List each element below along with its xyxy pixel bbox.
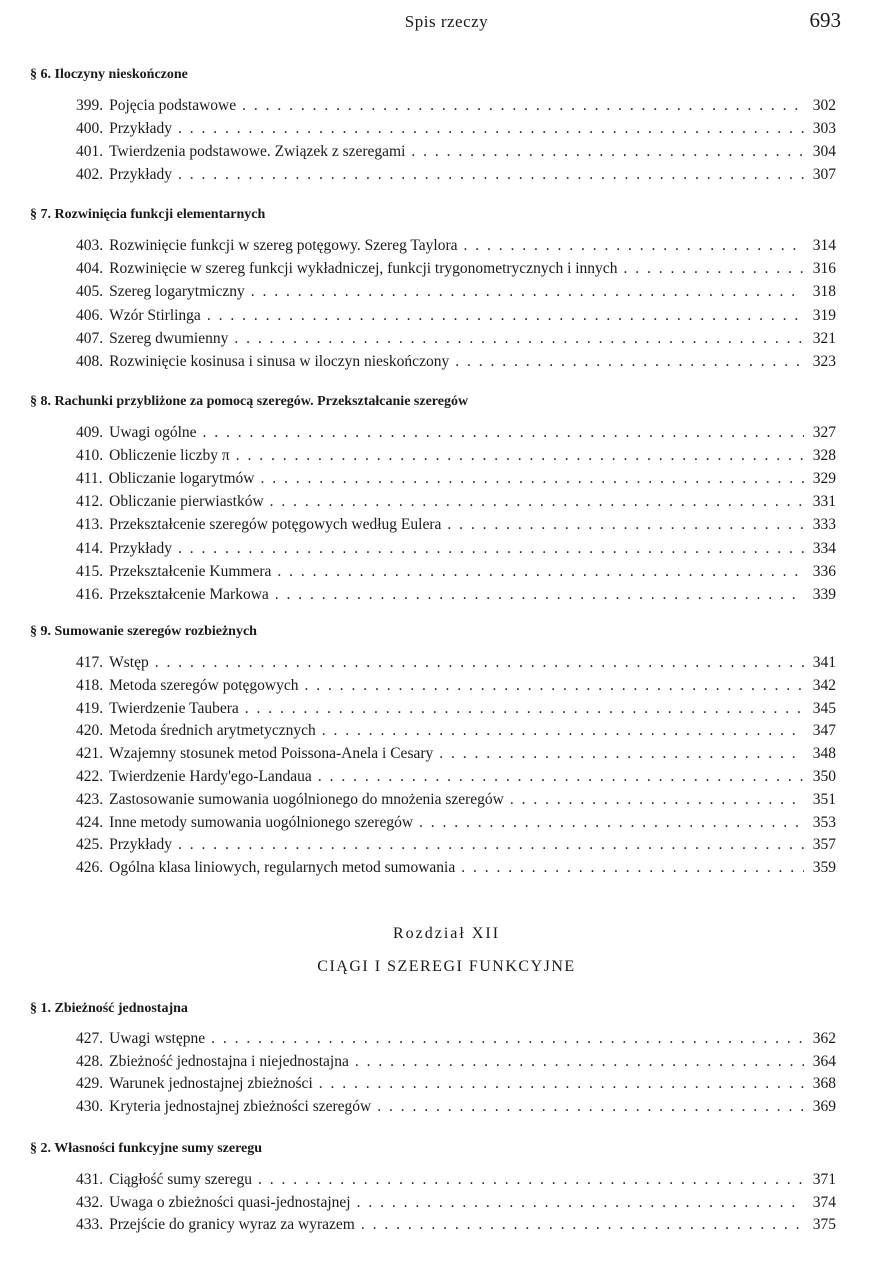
- entry-title: Przekształcenie Markowa: [109, 585, 269, 603]
- toc-entry: [76, 260, 836, 282]
- toc-entry: [76, 540, 836, 562]
- dot-leader: [178, 166, 804, 184]
- entry-page: 347: [812, 722, 836, 740]
- entry-title: Ciągłość sumy szeregu: [109, 1171, 253, 1188]
- entry-number: 422.: [76, 768, 104, 785]
- entry-page: 316: [812, 260, 836, 278]
- entry-title: Szereg logarytmiczny: [109, 283, 245, 301]
- section-heading: § 1. Zbieżność jednostajna: [30, 1001, 188, 1016]
- entry-page: 319: [812, 306, 836, 324]
- entry-page: 331: [812, 493, 836, 511]
- dot-leader: [270, 493, 804, 511]
- dot-leader: [439, 745, 804, 763]
- dot-leader: [236, 447, 804, 465]
- dot-leader: [234, 330, 804, 348]
- entry-page: 348: [812, 745, 836, 763]
- toc-entry: [76, 166, 836, 188]
- toc-entry: [76, 353, 836, 375]
- entry-number: 427.: [76, 1030, 104, 1047]
- entry-number: 425.: [76, 836, 104, 854]
- entry-number: 414.: [76, 539, 104, 557]
- toc-entry: [76, 143, 836, 165]
- toc-entry: [76, 307, 836, 329]
- dot-leader: [361, 1216, 804, 1234]
- dot-leader: [178, 836, 804, 854]
- entry-number: 428.: [76, 1052, 104, 1070]
- toc-entry: [76, 330, 836, 352]
- entry-number: 406.: [76, 306, 104, 324]
- entry-number: 404.: [76, 260, 104, 278]
- entry-number: 412.: [76, 493, 104, 511]
- entry-page: 364: [812, 1052, 836, 1070]
- toc-entry: [76, 1053, 836, 1075]
- toc-entry: [76, 516, 836, 538]
- dot-leader: [251, 283, 804, 301]
- page-number: 693: [809, 8, 841, 32]
- entry-page: 303: [812, 120, 836, 137]
- entry-page: 334: [812, 539, 836, 557]
- entry-page: 329: [812, 470, 836, 488]
- entry-title: Uwaga o zbieżności quasi-jednostajnej: [109, 1193, 351, 1211]
- entry-title: Przykłady: [109, 836, 172, 854]
- toc-entry: [76, 677, 836, 699]
- toc-entry: [76, 768, 836, 790]
- entry-title: Warunek jednostajnej zbieżności: [109, 1075, 313, 1092]
- entry-number: 408.: [76, 353, 104, 370]
- entry-number: 401.: [76, 143, 104, 160]
- dot-leader: [275, 586, 804, 604]
- entry-page: 359: [812, 859, 836, 877]
- entry-title: Kryteria jednostajnej zbieżności szeregów: [109, 1097, 372, 1115]
- entry-title: Zbieżność jednostajna i niejednostajna: [109, 1052, 349, 1070]
- section-heading: § 6. Iloczyny nieskończone: [30, 67, 188, 82]
- entry-title: Przykłady: [109, 120, 172, 137]
- dot-leader: [211, 1030, 804, 1048]
- dot-leader: [411, 143, 804, 161]
- running-title: Spis rzeczy: [404, 12, 489, 31]
- entry-title: Ogólna klasa liniowych, regularnych metod sumowania: [109, 859, 456, 877]
- entry-title: Obliczanie logarytmów: [108, 470, 255, 488]
- entry-page: 321: [812, 329, 836, 347]
- dot-leader: [277, 563, 804, 581]
- toc-entry: [76, 283, 836, 305]
- section-heading: § 9. Sumowanie szeregów rozbieżnych: [30, 624, 257, 639]
- toc-entry: [76, 654, 836, 676]
- dot-leader: [305, 677, 804, 695]
- toc-entry: [76, 1098, 836, 1120]
- toc-entry: [76, 1216, 836, 1238]
- entry-number: 400.: [76, 120, 104, 137]
- toc-entry: [76, 97, 836, 119]
- entry-page: 375: [812, 1216, 836, 1233]
- dot-leader: [319, 1075, 804, 1093]
- dot-leader: [260, 470, 804, 488]
- toc-entry: [76, 745, 836, 767]
- entry-title: Przekształcenie szeregów potęgowych według Eulera: [109, 516, 442, 534]
- entry-number: 407.: [76, 329, 104, 347]
- entry-number: 402.: [76, 166, 104, 183]
- toc-entry: [76, 586, 836, 608]
- toc-entry: [76, 237, 836, 259]
- entry-title: Metoda szeregów potęgowych: [109, 676, 299, 694]
- entry-number: 413.: [76, 516, 104, 534]
- entry-page: 341: [812, 654, 836, 671]
- entry-number: 430.: [76, 1097, 104, 1115]
- entry-page: 374: [812, 1193, 836, 1211]
- entry-page: 357: [812, 836, 836, 854]
- entry-title: Uwagi ogólne: [109, 424, 197, 441]
- entry-page: 353: [812, 813, 836, 831]
- toc-entry: [76, 814, 836, 836]
- entry-title: Wzajemny stosunek metod Poissona-Anela i Cesary: [109, 745, 434, 763]
- entry-number: 403.: [76, 237, 104, 254]
- entry-title: Pojęcia podstawowe: [109, 97, 237, 114]
- entry-title: Przekształcenie Kummera: [109, 562, 272, 580]
- dot-leader: [355, 1053, 804, 1071]
- dot-leader: [242, 97, 804, 115]
- chapter-title: CIĄGI I SZEREGI FUNKCYJNE: [317, 958, 576, 975]
- entry-number: 424.: [76, 813, 104, 831]
- entry-page: 336: [812, 562, 836, 580]
- dot-leader: [155, 654, 804, 672]
- entry-number: 410.: [76, 447, 104, 465]
- entry-page: 328: [812, 447, 836, 465]
- entry-number: 399.: [76, 97, 104, 114]
- toc-entry: [76, 722, 836, 744]
- dot-leader: [464, 237, 804, 255]
- entry-number: 416.: [76, 585, 104, 603]
- entry-title: Metoda średnich arytmetycznych: [109, 722, 316, 740]
- toc-entry: [76, 493, 836, 515]
- entry-number: 423.: [76, 790, 104, 808]
- dot-leader: [178, 540, 804, 558]
- entry-page: 318: [812, 283, 836, 301]
- entry-number: 405.: [76, 283, 104, 301]
- entry-title: Obliczenie liczby π: [109, 447, 230, 465]
- dot-leader: [245, 700, 804, 718]
- dot-leader: [322, 722, 804, 740]
- entry-page: 351: [812, 790, 836, 808]
- entry-page: 368: [812, 1075, 836, 1092]
- entry-page: 350: [812, 768, 836, 785]
- dot-leader: [510, 791, 804, 809]
- toc-entry: [76, 791, 836, 813]
- toc-entry: [76, 424, 836, 446]
- entry-title: Uwagi wstępne: [109, 1030, 206, 1047]
- dot-leader: [623, 260, 804, 278]
- entry-number: 420.: [76, 722, 104, 740]
- entry-number: 419.: [76, 699, 104, 717]
- entry-page: 327: [812, 424, 836, 441]
- dot-leader: [419, 814, 804, 832]
- section-heading: § 2. Własności funkcyjne sumy szeregu: [30, 1141, 263, 1156]
- entry-number: 418.: [76, 676, 104, 694]
- entry-title: Twierdzenie Hardy'ego-Landaua: [109, 768, 312, 785]
- entry-page: 307: [812, 166, 836, 183]
- dot-leader: [258, 1171, 804, 1189]
- dot-leader: [377, 1098, 804, 1116]
- entry-title: Rozwinięcie w szereg funkcji wykładniczej, funkcji trygonometrycznych i innych: [109, 260, 618, 278]
- entry-page: 342: [812, 676, 836, 694]
- entry-page: 362: [812, 1030, 836, 1047]
- entry-title: Twierdzenie Taubera: [109, 699, 239, 717]
- entry-title: Przykłady: [109, 166, 172, 183]
- toc-entry: [76, 447, 836, 469]
- entry-title: Rozwinięcie funkcji w szereg potęgowy. Szereg Taylora: [109, 237, 458, 254]
- entry-title: Przykłady: [109, 539, 172, 557]
- entry-page: 369: [812, 1097, 836, 1115]
- dot-leader: [178, 120, 804, 138]
- entry-page: 323: [812, 353, 836, 370]
- chapter-label: Rozdział XII: [392, 925, 501, 942]
- toc-entry: [76, 1194, 836, 1216]
- dot-leader: [461, 859, 804, 877]
- entry-title: Inne metody sumowania uogólnionego szeregów: [109, 813, 414, 831]
- entry-title: Twierdzenia podstawowe. Związek z szeregami: [109, 143, 406, 160]
- section-heading: § 7. Rozwinięcia funkcji elementarnych: [30, 207, 266, 222]
- section-heading: § 8. Rachunki przybliżone za pomocą szeregów. Przekształcanie szeregów: [30, 394, 469, 409]
- toc-entry: [76, 563, 836, 585]
- entry-number: 433.: [76, 1216, 104, 1233]
- entry-number: 409.: [76, 424, 104, 441]
- entry-page: 314: [812, 237, 836, 254]
- entry-number: 429.: [76, 1075, 104, 1092]
- entry-page: 333: [812, 516, 836, 534]
- dot-leader: [447, 516, 804, 534]
- dot-leader: [357, 1194, 804, 1212]
- entry-number: 432.: [76, 1193, 104, 1211]
- entry-number: 426.: [76, 859, 104, 877]
- entry-number: 431.: [76, 1171, 104, 1188]
- toc-entry: [76, 859, 836, 881]
- toc-entry: [76, 120, 836, 142]
- toc-entry: [76, 700, 836, 722]
- dot-leader: [318, 768, 804, 786]
- entry-title: Zastosowanie sumowania uogólnionego do mnożenia szeregów: [109, 790, 504, 808]
- dot-leader: [203, 424, 804, 442]
- entry-page: 304: [812, 143, 836, 160]
- entry-number: 411.: [76, 470, 103, 488]
- entry-number: 415.: [76, 562, 104, 580]
- entry-page: 345: [812, 699, 836, 717]
- entry-number: 421.: [76, 745, 104, 763]
- entry-title: Obliczanie pierwiastków: [109, 493, 264, 511]
- toc-entry: [76, 1030, 836, 1052]
- entry-page: 371: [812, 1171, 836, 1188]
- running-head: [0, 8, 893, 38]
- entry-page: 302: [812, 97, 836, 114]
- toc-entry: [76, 470, 836, 492]
- toc-entry: [76, 1075, 836, 1097]
- toc-entry: [76, 1171, 836, 1193]
- toc-entry: [76, 836, 836, 858]
- entry-title: Wzór Stirlinga: [109, 306, 201, 324]
- entry-number: 417.: [76, 654, 104, 671]
- dot-leader: [455, 353, 804, 371]
- entry-title: Przejście do granicy wyraz za wyrazem: [109, 1216, 355, 1233]
- entry-title: Rozwinięcie kosinusa i sinusa w iloczyn nieskończony: [109, 353, 450, 370]
- dot-leader: [207, 307, 804, 325]
- entry-title: Wstęp: [109, 654, 149, 671]
- entry-title: Szereg dwumienny: [109, 329, 229, 347]
- entry-page: 339: [812, 585, 836, 603]
